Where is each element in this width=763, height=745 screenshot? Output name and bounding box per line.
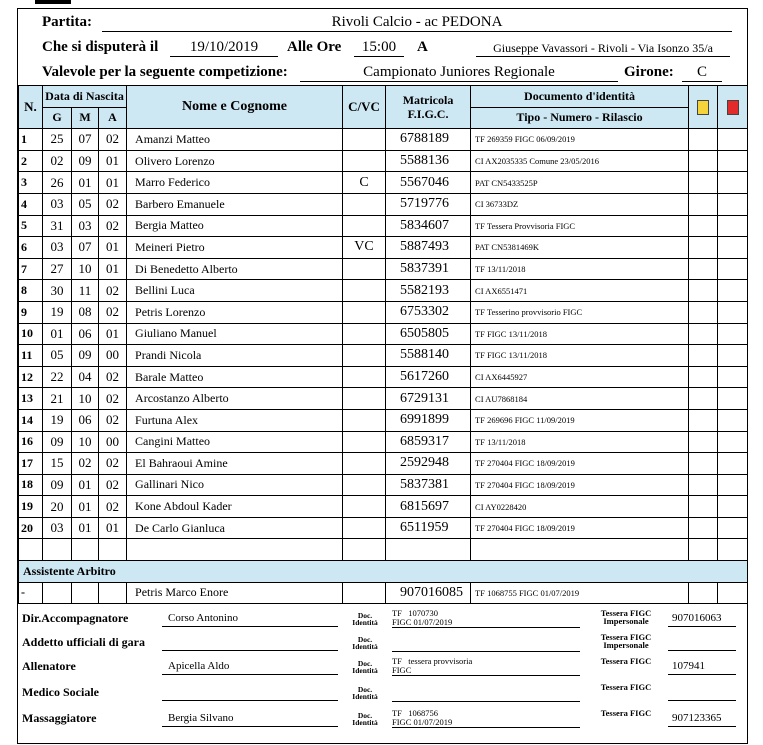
player-number: 2 (19, 150, 43, 172)
birth-day: 30 (43, 280, 72, 302)
player-matricola: 2592948 (386, 453, 471, 475)
birth-day: 26 (43, 172, 72, 194)
col-documento-sub: Tipo - Numero - Rilascio (471, 107, 689, 129)
assistente-n: - (19, 582, 43, 604)
player-name: Di Benedetto Alberto (127, 258, 343, 280)
yellow-card-cell (689, 539, 718, 561)
red-card-cell (718, 172, 748, 194)
partita-value: Rivoli Calcio - ac PEDONA (102, 14, 732, 32)
distinta-sheet (17, 8, 748, 744)
player-name: Gallinari Nico (127, 474, 343, 496)
player-document: CI AX6551471 (471, 280, 689, 302)
player-matricola: 6788189 (386, 129, 471, 151)
staff-doc-label-addetto: Doc. Identità (352, 635, 378, 651)
player-matricola (386, 539, 471, 561)
col-yellow (689, 86, 718, 129)
player-name: Barale Matteo (127, 366, 343, 388)
player-document: TF FIGC 13/11/2018 (471, 345, 689, 367)
red-card-cell (718, 431, 748, 453)
player-name: Bellini Luca (127, 280, 343, 302)
birth-month (72, 539, 99, 561)
birth-year: 02 (99, 366, 127, 388)
player-rows (19, 129, 748, 561)
staff-doc-label-massaggiatore: Doc. Identità (352, 711, 378, 727)
player-number: 10 (19, 323, 43, 345)
yellow-card-cell (689, 496, 718, 518)
player-matricola: 6505805 (386, 323, 471, 345)
birth-year: 01 (99, 323, 127, 345)
red-card-cell (718, 539, 748, 561)
player-row (19, 453, 748, 475)
player-document (471, 539, 689, 561)
player-name: Arcostanzo Alberto (127, 388, 343, 410)
player-name: Kone Abdoul Kader (127, 496, 343, 518)
player-cvc (343, 539, 386, 561)
player-document: CI AU7868184 (471, 388, 689, 410)
staff-tessera-medico (668, 686, 736, 701)
player-number: 9 (19, 301, 43, 323)
staff-label-dir: Dir.Accompagnatore (22, 611, 129, 625)
birth-year (99, 539, 127, 561)
player-row (19, 517, 748, 539)
yellow-card-cell (689, 345, 718, 367)
assistente-name: Petris Marco Enore (127, 582, 343, 604)
birth-year: 02 (99, 388, 127, 410)
player-number: 12 (19, 366, 43, 388)
staff-doc-label-medico: Doc. Identità (352, 685, 378, 701)
birth-month: 01 (72, 517, 99, 539)
player-cvc (343, 193, 386, 215)
player-row (19, 172, 748, 194)
red-card-cell (718, 258, 748, 280)
col-g: G (43, 107, 72, 129)
red-card-cell (718, 453, 748, 475)
player-name: Marro Federico (127, 172, 343, 194)
yellow-card-icon (697, 100, 709, 115)
girone-label: Girone: (624, 64, 674, 80)
birth-year: 01 (99, 237, 127, 259)
yellow-card-cell (689, 258, 718, 280)
yellow-card-cell (689, 474, 718, 496)
birth-day: 19 (43, 409, 72, 431)
player-document: TF 270404 FIGC 18/09/2019 (471, 474, 689, 496)
girone-value: C (682, 64, 722, 82)
player-number: 7 (19, 258, 43, 280)
yellow-card-cell (689, 431, 718, 453)
birth-month: 02 (72, 453, 99, 475)
yellow-card-cell (689, 517, 718, 539)
yellow-card-cell (689, 129, 718, 151)
yellow-card-cell (689, 366, 718, 388)
player-number: 1 (19, 129, 43, 151)
birth-day: 05 (43, 345, 72, 367)
birth-month: 03 (72, 215, 99, 237)
birth-month: 04 (72, 366, 99, 388)
player-document: TF Tesserino provvisorio FIGC (471, 301, 689, 323)
birth-year: 02 (99, 129, 127, 151)
player-cvc: C (343, 172, 386, 194)
birth-year: 02 (99, 215, 127, 237)
player-matricola: 5834607 (386, 215, 471, 237)
player-document: TF 270404 FIGC 18/09/2019 (471, 453, 689, 475)
player-row (19, 215, 748, 237)
col-matricola: Matricola F.I.G.C. (386, 86, 471, 129)
birth-day: 09 (43, 431, 72, 453)
birth-day: 02 (43, 150, 72, 172)
assistente-doc: TF 1068755 FIGC 01/07/2019 (471, 582, 689, 604)
player-number: 16 (19, 431, 43, 453)
player-matricola: 5567046 (386, 172, 471, 194)
player-matricola: 5617260 (386, 366, 471, 388)
birth-month: 07 (72, 129, 99, 151)
player-document: CI 36733DZ (471, 193, 689, 215)
staff-label-medico: Medico Sociale (22, 685, 99, 699)
red-card-cell (718, 280, 748, 302)
birth-month: 10 (72, 431, 99, 453)
player-document: CI AX2035335 Comune 23/05/2016 (471, 150, 689, 172)
player-row (19, 539, 748, 561)
staff-name-medico (162, 686, 338, 701)
birth-year: 00 (99, 345, 127, 367)
player-document: TF Tessera Provvisoria FIGC (471, 215, 689, 237)
player-name: Giuliano Manuel (127, 323, 343, 345)
col-documento: Documento d'identità (471, 86, 689, 108)
col-red (718, 86, 748, 129)
birth-month: 06 (72, 323, 99, 345)
player-name: Barbero Emanuele (127, 193, 343, 215)
player-document: CI AX6445927 (471, 366, 689, 388)
staff-tessera-label-massaggiatore: Tessera FIGC (600, 708, 652, 718)
birth-month: 09 (72, 150, 99, 172)
red-card-cell (718, 388, 748, 410)
red-card-cell (718, 215, 748, 237)
staff-tessera-massaggiatore: 907123365 (668, 712, 736, 727)
birth-year: 00 (99, 431, 127, 453)
birth-month: 09 (72, 345, 99, 367)
birth-day: 20 (43, 496, 72, 518)
player-row (19, 193, 748, 215)
player-number: 14 (19, 409, 43, 431)
player-number: 13 (19, 388, 43, 410)
players-table (18, 85, 748, 604)
player-cvc (343, 323, 386, 345)
player-document: CI AY0228420 (471, 496, 689, 518)
birth-month: 11 (72, 280, 99, 302)
yellow-card-cell (689, 150, 718, 172)
player-row (19, 496, 748, 518)
birth-day: 19 (43, 301, 72, 323)
player-number: 8 (19, 280, 43, 302)
player-matricola: 6511959 (386, 517, 471, 539)
venue-value: Giuseppe Vavassori - Rivoli - Via Isonzo 35/a (476, 41, 730, 57)
player-name: Petris Lorenzo (127, 301, 343, 323)
staff-doc-label-allenatore: Doc. Identità (352, 659, 378, 675)
birth-year: 02 (99, 496, 127, 518)
date-value: 19/10/2019 (170, 39, 278, 57)
staff-tessera-label-medico: Tessera FIGC (600, 682, 652, 692)
birth-year: 01 (99, 172, 127, 194)
player-cvc (343, 496, 386, 518)
player-name: De Carlo Gianluca (127, 517, 343, 539)
player-name: Prandi Nicola (127, 345, 343, 367)
player-cvc (343, 150, 386, 172)
player-matricola: 5582193 (386, 280, 471, 302)
player-matricola: 5837381 (386, 474, 471, 496)
player-row (19, 323, 748, 345)
red-card-cell (718, 496, 748, 518)
player-document: PAT CN5381469K (471, 237, 689, 259)
assistente-row (19, 582, 748, 604)
player-row (19, 237, 748, 259)
competizione-value: Campionato Juniores Regionale (300, 64, 618, 82)
player-name: Cangini Matteo (127, 431, 343, 453)
birth-day: 01 (43, 323, 72, 345)
staff-doc-allenatore: TF tessera provvisoria FIGC (392, 657, 580, 676)
player-document: TF 13/11/2018 (471, 431, 689, 453)
player-row (19, 280, 748, 302)
player-name: Bergia Matteo (127, 215, 343, 237)
staff-doc-addetto (392, 633, 580, 652)
birth-year: 01 (99, 258, 127, 280)
yellow-card-cell (689, 193, 718, 215)
red-card-cell (718, 409, 748, 431)
staff-name-addetto (162, 636, 338, 651)
player-cvc (343, 453, 386, 475)
birth-day (43, 539, 72, 561)
player-row (19, 345, 748, 367)
staff-doc-dir: TF 1070730 FIGC 01/07/2019 (392, 609, 580, 628)
player-name: El Bahraoui Amine (127, 453, 343, 475)
yellow-card-cell (689, 280, 718, 302)
birth-month: 06 (72, 409, 99, 431)
player-matricola: 5837391 (386, 258, 471, 280)
player-number: 6 (19, 237, 43, 259)
player-number (19, 539, 43, 561)
staff-tessera-label-addetto: Tessera FIGC Impersonale (600, 632, 652, 650)
birth-month: 05 (72, 193, 99, 215)
birth-year: 02 (99, 474, 127, 496)
birth-year: 02 (99, 280, 127, 302)
player-document: TF 269359 FIGC 06/09/2019 (471, 129, 689, 151)
player-row (19, 129, 748, 151)
player-cvc (343, 215, 386, 237)
staff-label-allenatore: Allenatore (22, 659, 76, 673)
player-cvc (343, 301, 386, 323)
player-cvc (343, 409, 386, 431)
birth-month: 10 (72, 258, 99, 280)
birth-year: 02 (99, 193, 127, 215)
assistente-section-label: Assistente Arbitro (19, 561, 748, 583)
birth-day: 31 (43, 215, 72, 237)
player-number: 11 (19, 345, 43, 367)
staff-name-massaggiatore: Bergia Silvano (162, 712, 338, 727)
red-card-cell (718, 301, 748, 323)
player-matricola: 6859317 (386, 431, 471, 453)
player-matricola: 5588136 (386, 150, 471, 172)
player-cvc (343, 431, 386, 453)
player-row (19, 409, 748, 431)
staff-doc-medico (392, 683, 580, 702)
player-cvc (343, 474, 386, 496)
player-document: PAT CN5433525P (471, 172, 689, 194)
red-card-cell (718, 345, 748, 367)
birth-month: 01 (72, 474, 99, 496)
staff-doc-massaggiatore: TF 1068756 FIGC 01/07/2019 (392, 709, 580, 728)
player-number: 4 (19, 193, 43, 215)
col-nome: Nome e Cognome (127, 86, 343, 129)
birth-day: 15 (43, 453, 72, 475)
yellow-card-cell (689, 453, 718, 475)
staff-doc-label-dir: Doc. Identità (352, 611, 378, 627)
col-m: M (72, 107, 99, 129)
birth-year: 01 (99, 150, 127, 172)
staff-name-allenatore: Apicella Aldo (162, 660, 338, 675)
ore-value: 15:00 (354, 39, 404, 57)
birth-day: 27 (43, 258, 72, 280)
player-matricola: 6729131 (386, 388, 471, 410)
staff-tessera-label-allenatore: Tessera FIGC (600, 656, 652, 666)
red-card-cell (718, 323, 748, 345)
player-row (19, 258, 748, 280)
player-cvc: VC (343, 237, 386, 259)
col-nascita: Data di Nascita (43, 86, 127, 108)
staff-tessera-label-dir: Tessera FIGC Impersonale (600, 608, 652, 626)
disputera-label: Che si disputerà il (42, 39, 159, 55)
birth-day: 25 (43, 129, 72, 151)
player-name: Amanzi Matteo (127, 129, 343, 151)
player-row (19, 366, 748, 388)
player-row (19, 150, 748, 172)
yellow-card-cell (689, 215, 718, 237)
red-card-cell (718, 366, 748, 388)
birth-month: 01 (72, 172, 99, 194)
competizione-label: Valevole per la seguente competizione: (42, 64, 288, 80)
player-matricola: 6753302 (386, 301, 471, 323)
staff-tessera-dir: 907016063 (668, 612, 736, 627)
staff-label-addetto: Addetto ufficiali di gara (22, 635, 145, 649)
player-number: 19 (19, 496, 43, 518)
player-matricola: 6815697 (386, 496, 471, 518)
staff-tessera-allenatore: 107941 (668, 660, 736, 675)
yellow-card-cell (689, 301, 718, 323)
birth-day: 22 (43, 366, 72, 388)
player-number: 20 (19, 517, 43, 539)
staff-tessera-addetto (668, 636, 736, 651)
yellow-card-cell (689, 172, 718, 194)
red-card-cell (718, 129, 748, 151)
player-row (19, 301, 748, 323)
player-matricola: 5588140 (386, 345, 471, 367)
birth-year: 02 (99, 409, 127, 431)
birth-month: 08 (72, 301, 99, 323)
birth-year: 01 (99, 517, 127, 539)
col-a: A (99, 107, 127, 129)
red-card-cell (718, 517, 748, 539)
player-matricola: 6991899 (386, 409, 471, 431)
birth-day: 21 (43, 388, 72, 410)
player-row (19, 388, 748, 410)
player-cvc (343, 517, 386, 539)
red-card-cell (718, 150, 748, 172)
player-cvc (343, 129, 386, 151)
birth-day: 03 (43, 237, 72, 259)
player-number: 3 (19, 172, 43, 194)
player-document: TF 13/11/2018 (471, 258, 689, 280)
player-document: TF FIGC 13/11/2018 (471, 323, 689, 345)
player-cvc (343, 258, 386, 280)
red-card-icon (727, 100, 739, 115)
player-name: Meineri Pietro (127, 237, 343, 259)
birth-year: 02 (99, 453, 127, 475)
assistente-matricola: 907016085 (386, 582, 471, 604)
red-card-cell (718, 474, 748, 496)
player-cvc (343, 280, 386, 302)
player-document: TF 269696 FIGC 11/09/2019 (471, 409, 689, 431)
birth-year: 02 (99, 301, 127, 323)
partita-label: Partita: (42, 14, 92, 30)
staff-name-dir: Corso Antonino (162, 612, 338, 627)
player-name: Olivero Lorenzo (127, 150, 343, 172)
player-matricola: 5719776 (386, 193, 471, 215)
player-row (19, 431, 748, 453)
player-document: TF 270404 FIGC 18/09/2019 (471, 517, 689, 539)
player-cvc (343, 366, 386, 388)
red-card-cell (718, 193, 748, 215)
col-cvc: C/VC (343, 86, 386, 129)
player-row (19, 474, 748, 496)
col-n: N. (19, 86, 43, 129)
player-matricola: 5887493 (386, 237, 471, 259)
top-bar-stub (35, 0, 71, 4)
a-label: A (417, 39, 428, 55)
player-number: 17 (19, 453, 43, 475)
birth-day: 03 (43, 517, 72, 539)
player-number: 5 (19, 215, 43, 237)
birth-day: 03 (43, 193, 72, 215)
birth-day: 09 (43, 474, 72, 496)
red-card-cell (718, 237, 748, 259)
player-number: 18 (19, 474, 43, 496)
yellow-card-cell (689, 323, 718, 345)
birth-month: 07 (72, 237, 99, 259)
yellow-card-cell (689, 388, 718, 410)
player-name: Furtuna Alex (127, 409, 343, 431)
player-name (127, 539, 343, 561)
player-cvc (343, 345, 386, 367)
birth-month: 01 (72, 496, 99, 518)
yellow-card-cell (689, 409, 718, 431)
yellow-card-cell (689, 237, 718, 259)
ore-label: Alle Ore (287, 39, 342, 55)
staff-label-massaggiatore: Massaggiatore (22, 711, 97, 725)
birth-month: 10 (72, 388, 99, 410)
player-cvc (343, 388, 386, 410)
